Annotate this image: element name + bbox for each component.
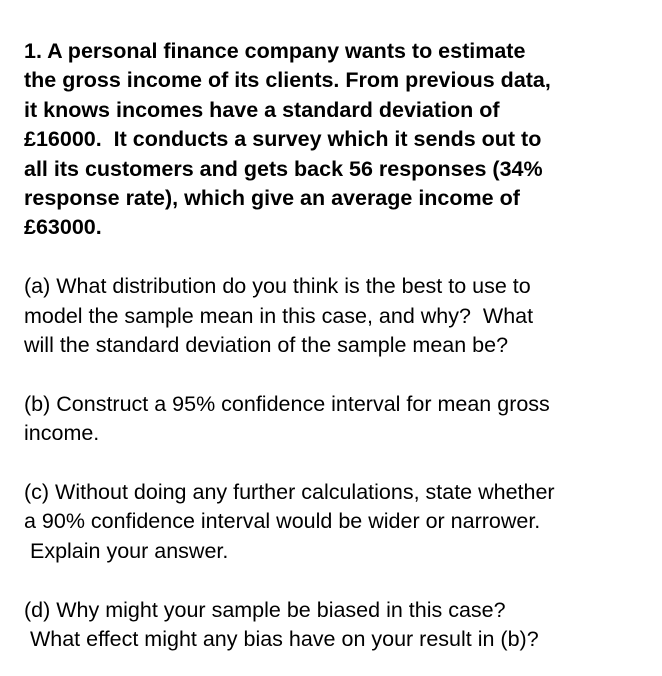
part-a-line: (a) What distribution do you think is the best to use to [24, 274, 531, 299]
part-b [24, 390, 656, 449]
part-c-line: a 90% confidence interval would be wider or narrower. [24, 509, 541, 534]
question-line: £63000. [24, 215, 102, 240]
part-d-line: (d) Why might your sample be biased in this case? [24, 597, 506, 622]
part-c [24, 478, 656, 566]
question-line: the gross income of its clients. From previous data, [24, 68, 551, 93]
question-line: all its customers and gets back 56 responses (34% [24, 156, 543, 181]
part-c-line: (c) Without doing any further calculations, state whether [24, 480, 555, 505]
part-a-line: will the standard deviation of the sample mean be? [24, 333, 509, 358]
part-d-line: What effect might any bias have on your result in (b)? [24, 627, 539, 652]
paragraph-spacer [24, 566, 656, 595]
part-c-line: Explain your answer. [24, 538, 229, 563]
paragraph-spacer [24, 360, 656, 389]
document-page [24, 37, 656, 654]
question-line: £16000. It conducts a survey which it sends out to [24, 127, 542, 152]
paragraph-spacer [24, 243, 656, 272]
part-d [24, 596, 656, 655]
paragraph-spacer [24, 449, 656, 478]
part-b-line: income. [24, 421, 100, 446]
part-b-line: (b) Construct a 95% confidence interval for mean gross [24, 391, 550, 416]
part-a-line: model the sample mean in this case, and why? What [24, 303, 534, 328]
question-line: response rate), which give an average income of [24, 186, 520, 211]
question-stem [24, 37, 656, 243]
question-line: 1. A personal finance company wants to estimate [24, 39, 526, 63]
part-a [24, 272, 656, 360]
question-line: it knows incomes have a standard deviation of [24, 97, 500, 122]
